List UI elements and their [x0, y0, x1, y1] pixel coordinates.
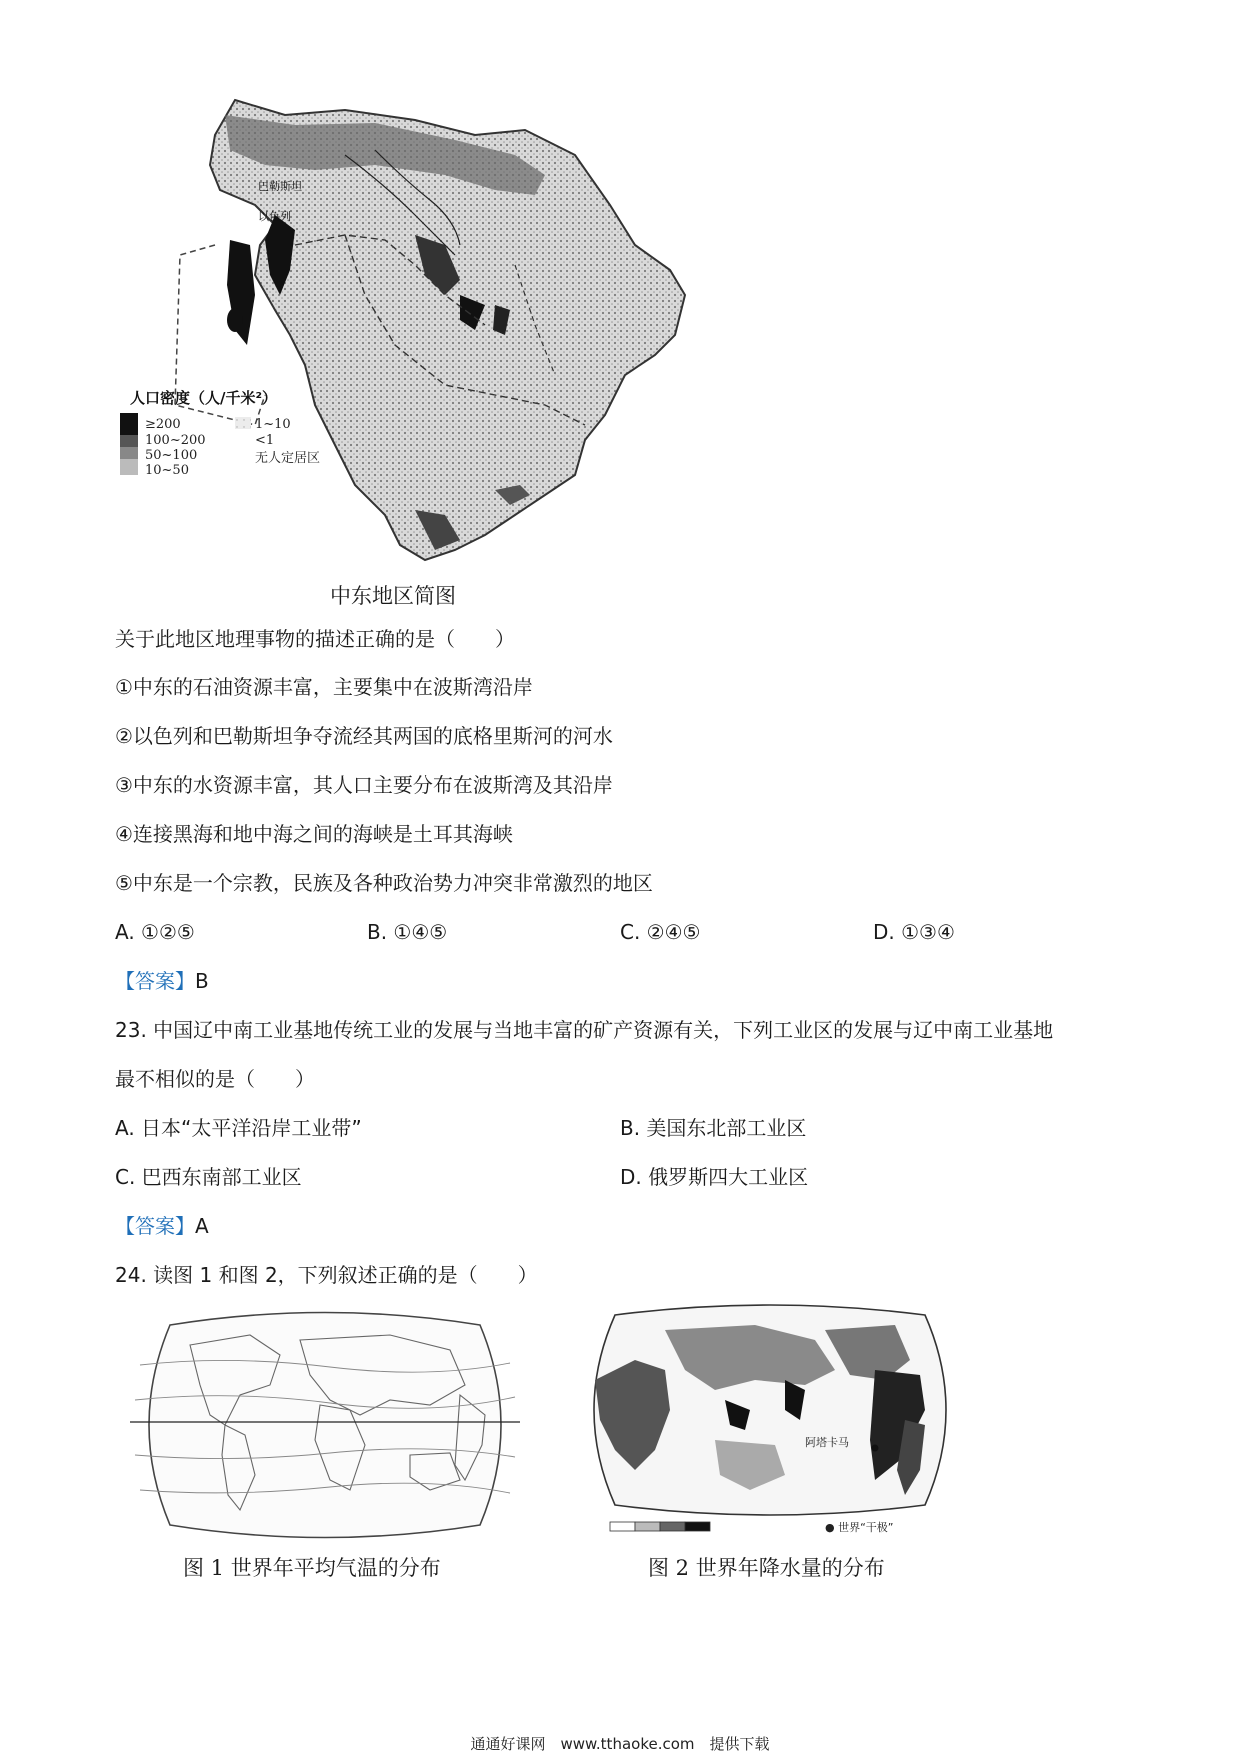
- legend-item-7: 无人定居区: [255, 451, 321, 466]
- q22-option-d: D. ①③④: [873, 920, 955, 944]
- q23-option-a: A. 日本“太平洋沿岸工业带”: [115, 1116, 362, 1140]
- legend-item-4: 10~50: [145, 463, 189, 478]
- figure-2-legend-dry-pole: ● 世界“干极”: [825, 1521, 894, 1534]
- legend-item-2: 100~200: [145, 433, 206, 448]
- q24-stem: 24. 读图 1 和图 2，下列叙述正确的是（ ）: [115, 1263, 538, 1287]
- map-legend: [120, 389, 320, 478]
- q23-stem-line2: 最不相似的是（ ）: [115, 1067, 315, 1091]
- legend-item-1: ≥200: [145, 417, 181, 432]
- q23-answer-value: A: [195, 1214, 209, 1238]
- q22-statement-5: ⑤中东是一个宗教，民族及各种政治势力冲突非常激烈的地区: [115, 871, 653, 895]
- q23-option-b: B. 美国东北部工业区: [620, 1116, 807, 1140]
- legend-item-5: 1~10: [255, 417, 291, 432]
- q22-answer-tag: 【答案】: [115, 969, 195, 993]
- q23-answer-tag: 【答案】: [115, 1214, 195, 1238]
- q22-statement-1: ①中东的石油资源丰富，主要集中在波斯湾沿岸: [115, 675, 533, 699]
- figure-1-svg: [130, 1305, 520, 1545]
- map-caption: 中东地区简图: [330, 584, 456, 608]
- q23-answer: [115, 1213, 209, 1239]
- q23-option-d: D. 俄罗斯四大工业区: [620, 1165, 809, 1189]
- figure-2-svg: [575, 1300, 965, 1550]
- strait-label-1: 巴勒斯坦: [258, 180, 302, 193]
- q23-option-c: C. 巴西东南部工业区: [115, 1165, 302, 1189]
- strait-label-2: 以色列: [258, 210, 291, 223]
- figure-2-caption: 图 2 世界年降水量的分布: [648, 1556, 885, 1580]
- figure-2-precipitation-map: [575, 1300, 965, 1550]
- legend-item-3: 50~100: [145, 448, 198, 463]
- legend-item-6: <1: [255, 433, 275, 448]
- figure-2-label-atacama: 阿塔卡马: [805, 1436, 849, 1449]
- q23-stem-line1: 23. 中国辽中南工业基地传统工业的发展与当地丰富的矿产资源有关，下列工业区的发展与辽中南工业基地: [115, 1018, 1054, 1042]
- q22-option-c: C. ②④⑤: [620, 920, 701, 944]
- middle-east-map-figure: [115, 95, 690, 575]
- q22-answer: [115, 968, 209, 994]
- q22-statement-3: ③中东的水资源丰富，其人口主要分布在波斯湾及其沿岸: [115, 773, 613, 797]
- q22-statement-2: ②以色列和巴勒斯坦争夺流经其两国的底格里斯河的河水: [115, 724, 613, 748]
- q22-option-a: A. ①②⑤: [115, 920, 195, 944]
- q22-option-b: B. ①④⑤: [367, 920, 448, 944]
- q22-stem: 关于此地区地理事物的描述正确的是（ ）: [115, 627, 515, 651]
- middle-east-map: [115, 95, 690, 575]
- legend-title: 人口密度（人/千米²）: [130, 389, 278, 407]
- figure-1-temperature-map: [130, 1305, 520, 1545]
- page-footer: 通通好课网 www.tthaoke.com 提供下载: [470, 1735, 770, 1753]
- q22-statement-4: ④连接黑海和地中海之间的海峡是土耳其海峡: [115, 822, 513, 846]
- q22-answer-value: B: [195, 969, 209, 993]
- figure-1-caption: 图 1 世界年平均气温的分布: [183, 1556, 441, 1580]
